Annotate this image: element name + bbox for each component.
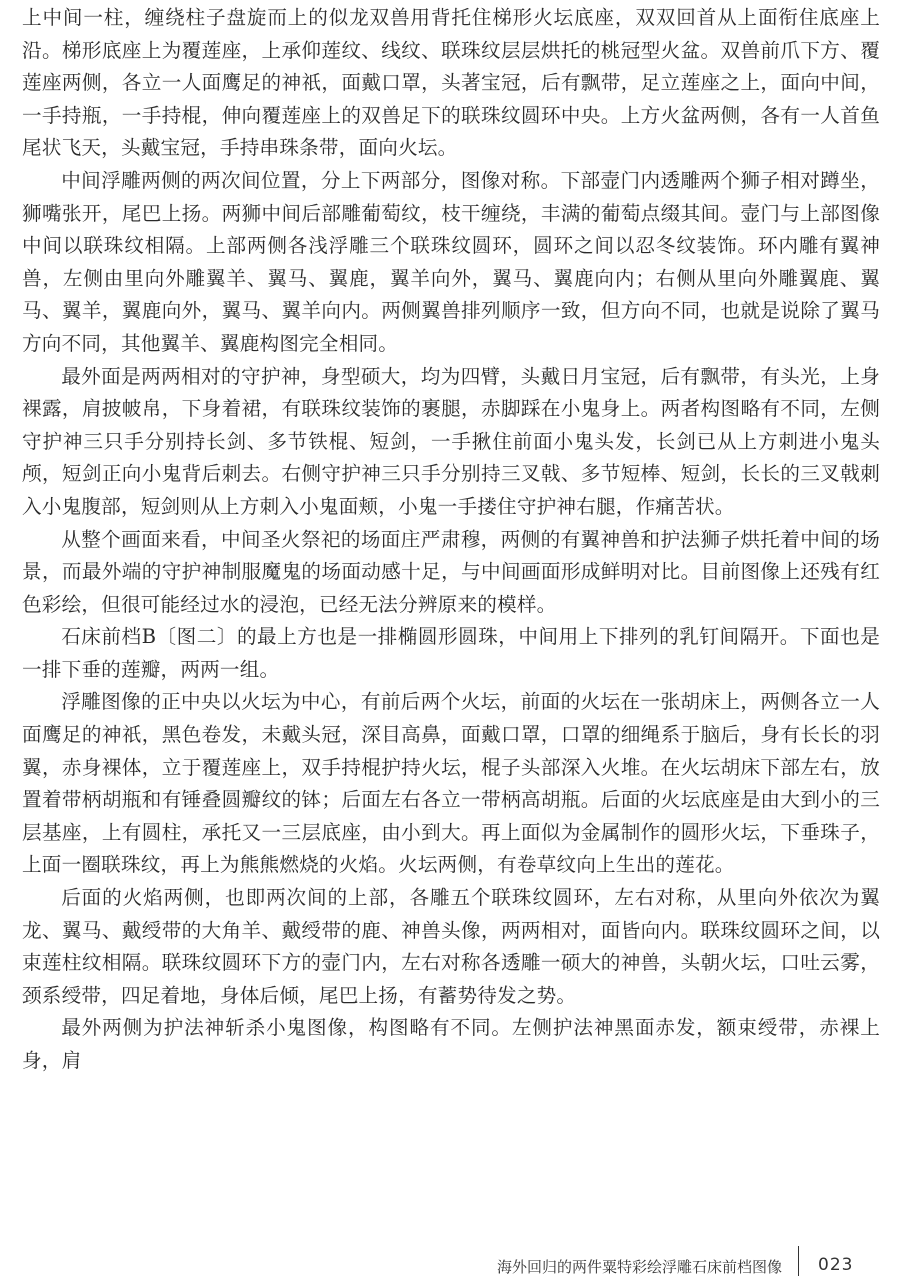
footer-divider bbox=[798, 1246, 799, 1276]
paragraph-outer-guardians: 最外两侧为护法神斩杀小鬼图像，构图略有不同。左侧护法神黑面赤发，额束绶带，赤裸上身，肩 bbox=[22, 1016, 880, 1072]
paragraph-panel-b-top: 石床前档B〔图二〕的最上方也是一排椭圆形圆珠，中间用上下排列的乳钉间隔开。下面也是一排下垂的莲瓣，两两一组。 bbox=[22, 625, 880, 681]
page-footer bbox=[0, 1240, 900, 1280]
paragraph-side-panels: 中间浮雕两侧的两次间位置，分上下两部分，图像对称。下部壸门内透雕两个狮子相对蹲坐，狮嘴张开，尾巴上扬。两狮中间后部雕葡萄纹，枝干缠绕，丰满的葡萄点缀其间。壸门与上部图像中间以联珠纹相隔。上部两侧各浅浮雕三个联珠纹圆环，圆环之间以忍冬纹装饰。环内雕有翼神兽，左侧由里向外雕翼羊、翼马、翼鹿，翼羊向外，翼马、翼鹿向内；右侧从里向外雕翼鹿、翼马、翼羊，翼鹿向外，翼马、翼羊向内。两侧翼兽排列顺序一致，但方向不同，也就是说除了翼马方向不同，其他翼羊、翼鹿构图完全相同。 bbox=[22, 168, 880, 355]
running-title: 海外回归的两件粟特彩绘浮雕石床前档图像 bbox=[496, 1258, 782, 1276]
paragraph-guardian-gods: 最外面是两两相对的守护神，身型硕大，均为四臂，头戴日月宝冠，后有飘带，有头光，上身裸露，肩披帔帛，下身着裙，有联珠纹装饰的裹腿，赤脚踩在小鬼身上。两者构图略有不同，左侧守护神三只手分别持长剑、多节铁棍、短剑，一手揪住前面小鬼头发，长剑已从上方刺进小鬼头颅，短剑正向小鬼背后刺去。右侧守护神三只手分别持三叉戟、多节短棒、短剑，长长的三叉戟刺入小鬼腹部，短剑则从上方刺入小鬼面颊，小鬼一手搂住守护神右腿，作痛苦状。 bbox=[22, 364, 880, 518]
paragraph-continued: 上中间一柱，缠绕柱子盘旋而上的似龙双兽用背托住梯形火坛底座，双双回首从上面衔住底座上沿。梯形底座上为覆莲座，上承仰莲纹、线纹、联珠纹层层烘托的桃冠型火盆。双兽前爪下方、覆莲座两侧，各立一人面鹰足的神祇，面戴口罩，头著宝冠，后有飘带，足立莲座之上，面向中间，一手持瓶，一手持棍，伸向覆莲座上的双兽足下的联珠纹圆环中央。上方火盆两侧，各有一人首鱼尾状飞天，头戴宝冠，手持串珠条带，面向火坛。 bbox=[22, 6, 880, 160]
page-number: 023 bbox=[818, 1255, 854, 1275]
paragraph-overall-scene: 从整个画面来看，中间圣火祭祀的场面庄严肃穆，两侧的有翼神兽和护法狮子烘托着中间的场景，而最外端的守护神制服魔鬼的场面动感十足，与中间画面形成鲜明对比。目前图像上还残有红色彩绘，但很可能经过水的浸泡，已经无法分辨原来的模样。 bbox=[22, 527, 880, 616]
paragraph-fire-altar: 浮雕图像的正中央以火坛为中心，有前后两个火坛，前面的火坛在一张胡床上，两侧各立一人面鹰足的神祇，黑色卷发，未戴头冠，深目高鼻，面戴口罩，口罩的细绳系于脑后，身有长长的羽翼，赤身裸体，立于覆莲座上，双手持棍护持火坛，棍子头部深入火堆。在火坛胡床下部左右，放置着带柄胡瓶和有锤叠圆瓣纹的钵；后面左右各立一带柄高胡瓶。后面的火坛底座是由大到小的三层基座，上有圆柱，承托又一三层底座，由小到大。再上面似为金属制作的圆形火坛，下垂珠子，上面一圈联珠纹，再上为熊熊燃烧的火焰。火坛两侧，有卷草纹向上生出的莲花。 bbox=[22, 690, 880, 877]
article-body bbox=[22, 2, 880, 1078]
paragraph-rings-beasts: 后面的火焰两侧，也即两次间的上部，各雕五个联珠纹圆环，左右对称，从里向外依次为翼龙、翼马、戴绶带的大角羊、戴绶带的鹿、神兽头像，两两相对，面皆向内。联珠纹圆环之间，以束莲柱纹相隔。联珠纹圆环下方的壸门内，左右对称各透雕一硕大的神兽，头朝火坛，口吐云雾，颈系绶带，四足着地，身体后倾，尾巴上扬，有蓄势待发之势。 bbox=[22, 886, 880, 1007]
